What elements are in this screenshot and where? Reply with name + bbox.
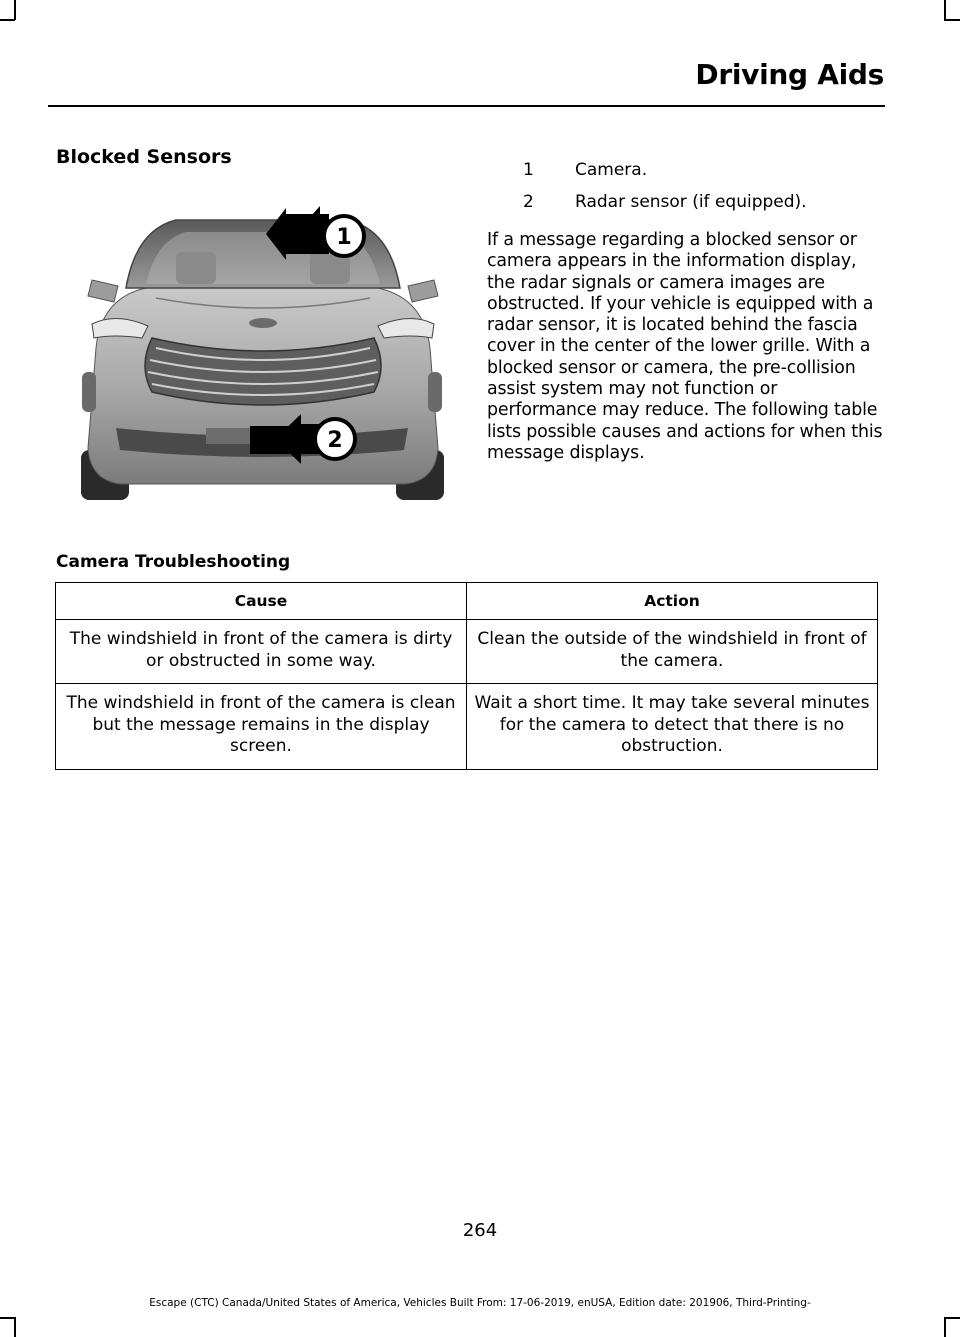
crop-mark [14,0,16,20]
legend-number: 1 [523,160,534,180]
page-number: 264 [462,1220,498,1241]
table-row [56,684,878,770]
section-heading: Blocked Sensors [56,146,232,168]
table-row [56,620,878,684]
table-cell-cause: The windshield in front of the camera is dirty or obstructed in some way. [56,620,467,684]
crop-mark [944,1317,960,1319]
legend-item [487,192,887,224]
troubleshooting-table [55,582,878,770]
crop-mark [944,19,960,21]
table-title: Camera Troubleshooting [56,552,291,572]
legend-text: Radar sensor (if equipped). [575,192,807,212]
legend-text: Camera. [575,160,648,180]
column-header-cause: Cause [56,583,467,620]
legend-item [487,160,887,192]
legend-number: 2 [523,192,534,212]
table-cell-action: Clean the outside of the windshield in front of the camera. [467,620,878,684]
page-header-title: Driving Aids [695,58,884,91]
front-of-suv-illustration [56,188,468,508]
crop-mark [944,1317,946,1337]
column-header-action: Action [467,583,878,620]
table-header-row [56,583,878,620]
vehicle-front-figure [56,188,468,508]
body-paragraph: If a message regarding a blocked sensor or camera appears in the information display, the radar signals or camera images are obstructed. If your vehicle is equipped with a radar sensor, it is located behind the fascia cover in the center of the lower grille. With a blocked sensor or camera, the pre-collision assist system may not function or performance may reduce. The following table lists possible causes and actions for when this message displays. [487,230,883,463]
callout-1-label: 1 [336,225,352,250]
table-cell-action: Wait a short time. It may take several minutes for the camera to detect that there is no obstruction. [467,684,878,770]
table-cell-cause: The windshield in front of the camera is clean but the message remains in the display screen. [56,684,467,770]
crop-mark [944,0,946,20]
header-divider [48,105,885,107]
footer-text: Escape (CTC) Canada/United States of America, Vehicles Built From: 17-06-2019, enUSA, Edition date: 201906, Third-Printing- [149,1297,811,1309]
crop-mark [0,1317,15,1319]
crop-mark [0,19,15,21]
crop-mark [14,1317,16,1337]
callout-2-label: 2 [327,428,343,453]
figure-legend [487,160,887,224]
